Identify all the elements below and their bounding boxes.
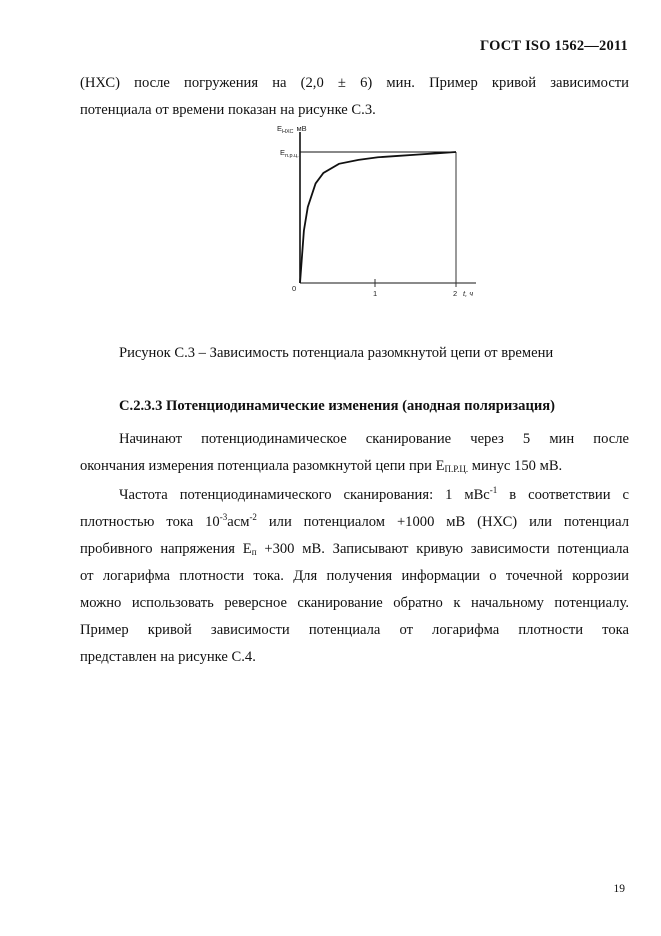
series-line	[300, 152, 456, 283]
x-axis-label: t, ч	[463, 289, 474, 298]
document-header: ГОСТ ISO 1562—2011	[480, 38, 628, 54]
para1-line1: Начинают потенциодинамическое сканирование через 5 мин после	[119, 431, 629, 447]
intro-line-1: (НХС) после погружения на (2,0 ± 6) мин. Пример кривой зависимости	[80, 75, 629, 91]
para2-line1: Частота потенциодинамического сканирования: 1 мВс$^{-1}$ в соответствии с	[119, 485, 629, 503]
para2-line6: Пример кривой зависимости потенциала от логарифма плотности тока	[80, 622, 629, 638]
para2-line7: представлен на рисунке С.4.	[80, 649, 256, 665]
figure-c3	[250, 118, 490, 310]
para2-line3: пробивного напряжения $Е_п +300$ мВ. Записывают кривую зависимости потенциала	[80, 541, 629, 557]
para2-line2: плотностью тока $10^{-3}асм^{-2}$ или потенциалом +1000 мВ (НХС) или потенциал	[80, 512, 629, 530]
potential-time-chart	[250, 118, 490, 310]
origin-label: 0	[292, 284, 297, 293]
x-tick-label-2: 2	[453, 289, 458, 298]
para2-line4: от логарифма плотности тока. Для получения информации о точечной коррозии	[80, 568, 629, 584]
intro-line-2: потенциала от времени показан на рисунке С.3.	[80, 102, 376, 118]
y-axis-label: $E_{НХС}$ мВ	[277, 124, 307, 135]
page-number: 19	[613, 883, 625, 895]
para1-line2: окончания измерения потенциала разомкнутой цепи при $Е_{П.Р.Ц.}$ минус 150 мВ.	[80, 458, 563, 474]
section-heading: С.2.3.3 Потенциодинамические изменения (анодная поляризация)	[119, 398, 556, 414]
figure-caption: Рисунок С.3 – Зависимость потенциала разомкнутой цепи от времени	[119, 345, 554, 361]
y-tick-label: $E_{п.р.ц.}$	[280, 148, 299, 159]
x-tick-label-1: 1	[373, 289, 378, 298]
para2-line5: можно использовать реверсное сканирование обратно к начальному потенциалу.	[80, 595, 629, 611]
